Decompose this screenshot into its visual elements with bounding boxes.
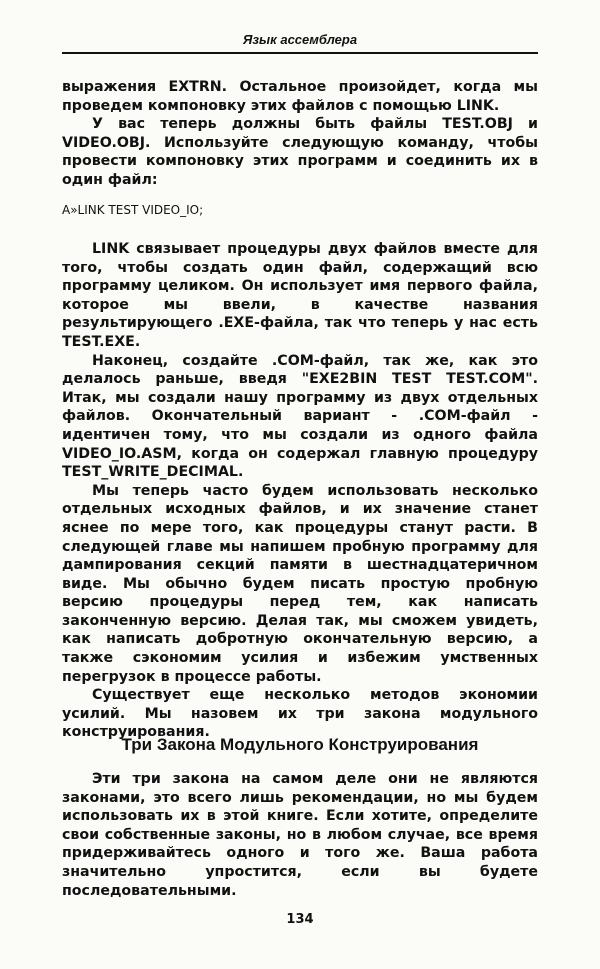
- paragraph-4: Наконец, создайте .COM-файл, так же, как это делалось раньше, введя "EXE2BIN TEST TEST.COM". Итак, мы создали нашу программу из двух отдельных файлов. Окончательный вариант - .COM-файл - идентичен тому, что мы создали из одного файла VIDEO_IO.ASM, когда он содержал главную процедуру TEST_WRITE_DECIMAL.: [62, 352, 538, 481]
- section-heading: Три Закона Модульного Конструирования: [121, 735, 479, 754]
- body-text-main: [62, 240, 538, 742]
- paragraph-3: LINK связывает процедуры двух файлов вместе для того, чтобы создать один файл, содержащий всю программу целиком. Он использует имя первого файла, которое мы ввели, в качестве названия результирующего .EXE-файла, так что теперь у нас есть TEST.EXE.: [62, 241, 538, 350]
- body-text-bottom: [62, 770, 538, 900]
- paragraph-2: У вас теперь должны быть файлы TEST.OBJ и VIDEO.OBJ. Используйте следующую команду, чтобы провести компоновку этих программ и соединить их в один файл:: [62, 116, 538, 188]
- paragraph-6: Существует еще несколько методов экономии усилий. Мы назовем их три закона модульного конструирования.: [62, 687, 538, 741]
- header-rule: [62, 52, 538, 54]
- running-header: Язык ассемблера: [242, 32, 358, 47]
- body-text-top: [62, 78, 538, 190]
- page-number: 134: [286, 912, 314, 927]
- paragraph-1: выражения EXTRN. Остальное произойдет, когда мы проведем компоновку этих файлов с помощью LINK.: [62, 79, 538, 114]
- paragraph-5: Мы теперь часто будем использовать несколько отдельных исходных файлов, и их значение станет яснее по мере того, как процедуры станут расти. В следующей главе мы напишем пробную программу для дампирования секций памяти в шестнадцатеричном виде. Мы обычно будем писать простую пробную версию процедуры перед тем, как написать законченную версию. Делая так, мы сможем увидеть, как написать добротную окончательную версию, а также сэкономим усилия и избежим умственных перегрузок в процессе работы.: [62, 482, 538, 685]
- command-example: A»LINK TEST VIDEO_IO;: [62, 203, 204, 217]
- paragraph-7: Эти три закона на самом деле они не являются законами, это всего лишь рекомендации, но мы будем использовать их в этой книге. Если хотите, определите свои собственные законы, но в любом случае, все время придерживайтесь одного и того же. Ваша работа значительно упростится, если вы будете последовательными.: [62, 771, 538, 899]
